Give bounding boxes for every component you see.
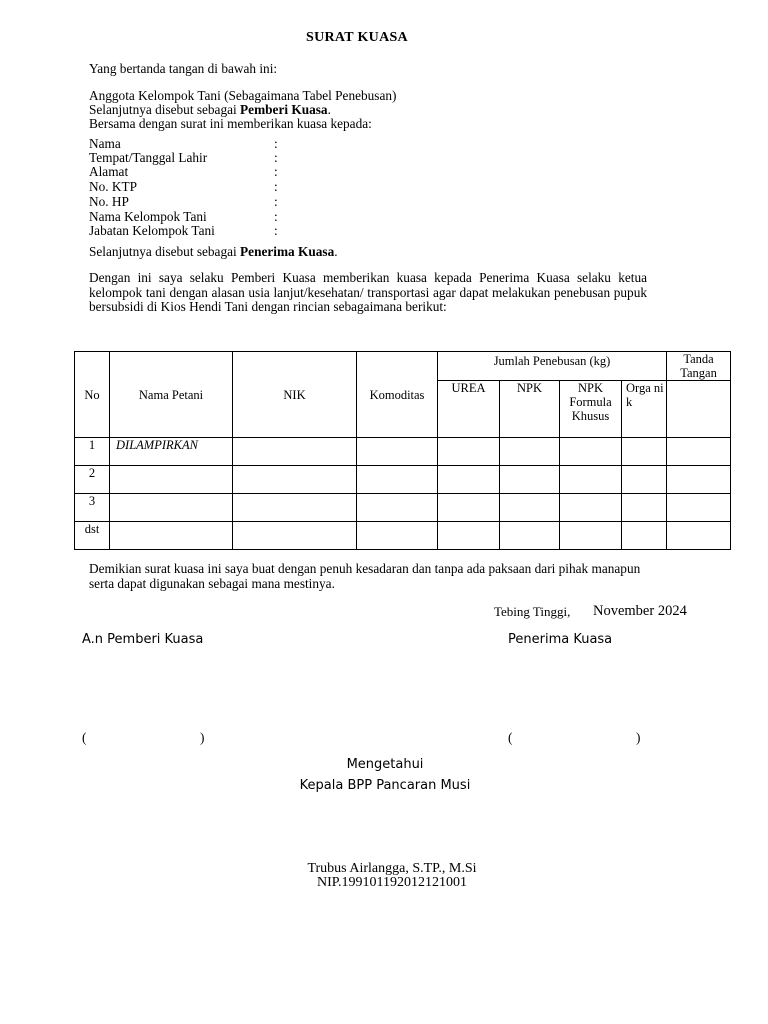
cell-empty <box>357 466 438 494</box>
sign-right-paren-open: ( <box>508 730 513 745</box>
cell-no: 3 <box>75 494 110 522</box>
field-label-ttl: Tempat/Tanggal Lahir <box>89 150 208 165</box>
field-label-alamat: Alamat <box>89 164 129 179</box>
grantor-line-2-suffix: . <box>327 102 331 117</box>
cell-empty <box>500 466 560 494</box>
grantor-line-3: Bersama dengan surat ini memberikan kuasa kepada: <box>89 116 372 131</box>
intro-text: Yang bertanda tangan di bawah ini: <box>89 61 278 76</box>
cell-empty <box>622 494 667 522</box>
cell-empty <box>560 466 622 494</box>
closing-paragraph: Demikian surat kuasa ini saya buat dengan penuh kesadaran dan tanpa ada paksaan dari pihak manapun serta dapat digunakan sebagai mana mestinya. <box>89 561 641 591</box>
cell-empty <box>622 466 667 494</box>
cell-empty <box>233 438 357 466</box>
header-organik: Orga nik <box>622 381 667 438</box>
cell-empty <box>500 522 560 550</box>
cell-empty <box>233 522 357 550</box>
cell-empty <box>667 522 731 550</box>
header-tanda-tangan: Tanda Tangan <box>667 352 731 381</box>
table-row <box>75 494 731 522</box>
header-npk: NPK <box>500 381 560 438</box>
cell-no: dst <box>75 522 110 550</box>
cell-nama-petani: DILAMPIRKAN <box>110 438 233 466</box>
field-colon: : <box>274 179 278 194</box>
acknowledge-title: Kepala BPP Pancaran Musi <box>299 778 471 793</box>
cell-empty <box>438 466 500 494</box>
field-colon: : <box>274 136 278 151</box>
field-colon: : <box>274 164 278 179</box>
receiver-suffix: . <box>334 244 338 259</box>
field-label-ktp: No. KTP <box>89 179 138 194</box>
table-header-row <box>75 352 731 381</box>
field-colon: : <box>274 150 278 165</box>
sign-left-paren-close: ) <box>200 730 205 745</box>
header-jumlah-penebusan: Jumlah Penebusan (kg) <box>438 352 667 381</box>
cell-empty <box>438 438 500 466</box>
cell-empty <box>233 466 357 494</box>
cell-empty <box>500 438 560 466</box>
grantor-line-2-prefix: Selanjutnya disebut sebagai <box>89 102 241 117</box>
cell-empty <box>667 438 731 466</box>
cell-empty <box>622 522 667 550</box>
table-row <box>75 522 731 550</box>
field-label-kelompok: Nama Kelompok Tani <box>89 209 207 224</box>
cell-empty <box>560 438 622 466</box>
cell-empty <box>438 522 500 550</box>
header-no: No <box>75 352 110 438</box>
body-paragraph: Dengan ini saya selaku Pemberi Kuasa memberikan kuasa kepada Penerima Kuasa selaku ketua kelompok tani dengan alasan usia lanjut/kesehatan/ transportasi agar dapat melakukan penebusan pupuk bersubsidi di Kios Hendi Tani dengan rincian sebagaimana berikut: <box>89 270 647 315</box>
cell-empty <box>438 494 500 522</box>
sign-right-label: Penerima Kuasa <box>508 632 613 647</box>
document-title: SURAT KUASA <box>306 30 408 45</box>
field-label-hp: No. HP <box>89 194 129 209</box>
grantor-line-1: Anggota Kelompok Tani (Sebagaimana Tabel Penebusan) <box>89 88 397 103</box>
cell-empty <box>560 522 622 550</box>
redemption-table <box>74 351 731 550</box>
cell-empty <box>622 438 667 466</box>
field-label-nama: Nama <box>89 136 121 151</box>
official-nip: NIP.199101192012121001 <box>317 875 467 890</box>
header-empty-cell <box>667 381 731 438</box>
header-nama-petani: Nama Petani <box>110 352 233 438</box>
acknowledge-label: Mengetahui <box>346 757 424 772</box>
table-row <box>75 438 731 466</box>
receiver-line <box>89 244 338 260</box>
header-nik: NIK <box>233 352 357 438</box>
receiver-label-bold: Penerima Kuasa <box>240 244 335 259</box>
cell-empty <box>667 466 731 494</box>
cell-no: 2 <box>75 466 110 494</box>
header-npk-formula-khusus: NPK Formula Khusus <box>560 381 622 438</box>
cell-empty <box>500 494 560 522</box>
official-name: Trubus Airlangga, S.TP., M.Si <box>307 861 477 876</box>
cell-nama-petani <box>110 466 233 494</box>
receiver-prefix: Selanjutnya disebut sebagai <box>89 244 241 259</box>
cell-empty <box>357 438 438 466</box>
field-colon: : <box>274 209 278 224</box>
sign-left-paren-open: ( <box>82 730 87 745</box>
cell-no: 1 <box>75 438 110 466</box>
field-label-jabatan: Jabatan Kelompok Tani <box>89 223 215 238</box>
cell-empty <box>667 494 731 522</box>
cell-empty <box>233 494 357 522</box>
header-komoditas: Komoditas <box>357 352 438 438</box>
field-colon: : <box>274 194 278 209</box>
cell-empty <box>357 522 438 550</box>
table-row <box>75 466 731 494</box>
place-text: Tebing Tinggi, <box>494 604 571 619</box>
cell-nama-petani <box>110 494 233 522</box>
cell-empty <box>560 494 622 522</box>
grantor-label-bold: Pemberi Kuasa <box>240 102 328 117</box>
field-colon: : <box>274 223 278 238</box>
cell-empty <box>357 494 438 522</box>
header-urea: UREA <box>438 381 500 438</box>
sign-right-paren-close: ) <box>636 730 641 745</box>
sign-left-label: A.n Pemberi Kuasa <box>82 632 204 647</box>
cell-nama-petani <box>110 522 233 550</box>
date-text: November 2024 <box>593 603 687 619</box>
